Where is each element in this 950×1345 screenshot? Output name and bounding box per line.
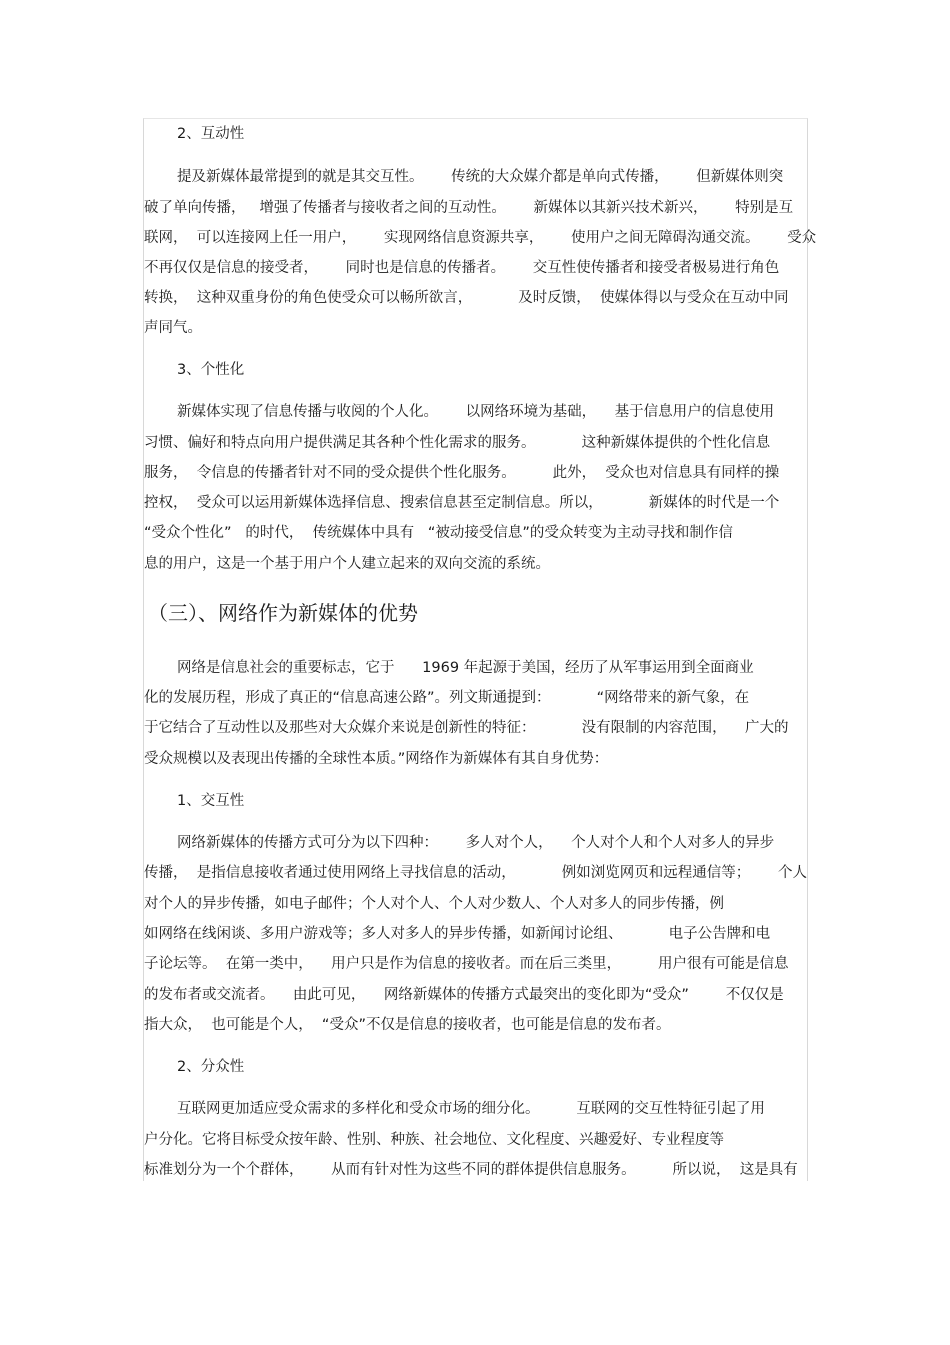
subheading-segmentation: 2、分众性: [177, 1059, 245, 1075]
paragraph-line: 新媒体实现了信息传播与收阅的个人化。 以网络环境为基础， 基于信息用户的信息使用: [177, 404, 775, 420]
paragraph-line: 习惯、偏好和特点向用户提供满足其各种个性化需求的服务。 这种新媒体提供的个性化信息: [144, 435, 771, 451]
paragraph-line: 网络是信息社会的重要标志，它于 1969 年起源于美国，经历了从军事运用到全面商业: [177, 660, 754, 676]
paragraph-line: 不再仅仅是信息的接受者， 同时也是信息的传播者。 交互性使传播者和接受者极易进行角色: [144, 260, 780, 276]
paragraph-line: 互联网更加适应受众需求的多样化和受众市场的细分化。 互联网的交互性特征引起了用: [177, 1101, 765, 1117]
paragraph-line: 如网络在线闲谈、多用户游戏等；多人对多人的异步传播，如新闻讨论组、 电子公告牌和电: [144, 926, 771, 942]
paragraph-line: 对个人的异步传播，如电子邮件；个人对个人、个人对少数人、个人对多人的同步传播，例: [144, 896, 724, 912]
paragraph-line: 提及新媒体最常提到的就是其交互性。 传统的大众媒介都是单向式传播， 但新媒体则突: [177, 169, 784, 185]
paragraph-line: 受众规模以及表现出传播的全球性本质。”网络作为新媒体有其自身优势：: [144, 751, 609, 767]
paragraph-line: 标准划分为一个个群体， 从而有针对性为这些不同的群体提供信息服务。 所以说， 这是具有: [144, 1162, 798, 1178]
paragraph-line: 于它结合了互动性以及那些对大众媒介来说是创新性的特征： 没有限制的内容范围， 广大的: [144, 720, 789, 736]
paragraph-line: 网络新媒体的传播方式可分为以下四种： 多人对个人， 个人对个人和个人对多人的异步: [177, 835, 775, 851]
paragraph-line: 子论坛等。 在第一类中， 用户只是作为信息的接收者。而在后三类里， 用户很有可能是信息: [144, 956, 789, 972]
subheading-personalization: 3、个性化: [177, 362, 245, 378]
paragraph-line: 户分化。它将目标受众按年龄、性别、种族、社会地位、文化程度、兴趣爱好、专业程度等: [144, 1132, 724, 1148]
paragraph-line: “受众个性化” 的时代， 传统媒体中具有 “被动接受信息”的受众转变为主动寻找和制作信: [144, 525, 733, 541]
paragraph-line: 化的发展历程，形成了真正的“信息高速公路”。列文斯通提到： “网络带来的新气象，在: [144, 690, 750, 706]
paragraph-line: 转换， 这种双重身份的角色使受众可以畅所欲言， 及时反馈， 使媒体得以与受众在互动中同: [144, 290, 789, 306]
section-title: （三）、网络作为新媒体的优势: [148, 601, 418, 625]
paragraph-line: 控权， 受众可以运用新媒体选择信息、搜索信息甚至定制信息。所以， 新媒体的时代是一个: [144, 495, 780, 511]
paragraph-line: 的发布者或交流者。 由此可见， 网络新媒体的传播方式最突出的变化即为“受众” 不仅仅是: [144, 987, 784, 1003]
paragraph-line: 破了单向传播， 增强了传播者与接收者之间的互动性。 新媒体以其新兴技术新兴， 特别是互: [144, 200, 794, 216]
paragraph-line: 声同气。: [144, 320, 202, 336]
subheading-interaction: 1、交互性: [177, 793, 245, 809]
paragraph-line: 息的用户，这是一个基于用户个人建立起来的双向交流的系统。: [144, 556, 550, 572]
paragraph-line: 指大众， 也可能是个人， “受众”不仅是信息的接收者，也可能是信息的发布者。: [144, 1017, 671, 1033]
paragraph-line: 联网， 可以连接网上任一用户， 实现网络信息资源共享， 使用户之间无障碍沟通交流。 受众: [144, 230, 817, 246]
paragraph-line: 服务， 令信息的传播者针对不同的受众提供个性化服务。 此外， 受众也对信息具有同样的操: [144, 465, 780, 481]
subheading-interactivity: 2、互动性: [177, 126, 245, 142]
paragraph-line: 传播， 是指信息接收者通过使用网络上寻找信息的活动， 例如浏览网页和远程通信等； 个人: [144, 865, 807, 881]
